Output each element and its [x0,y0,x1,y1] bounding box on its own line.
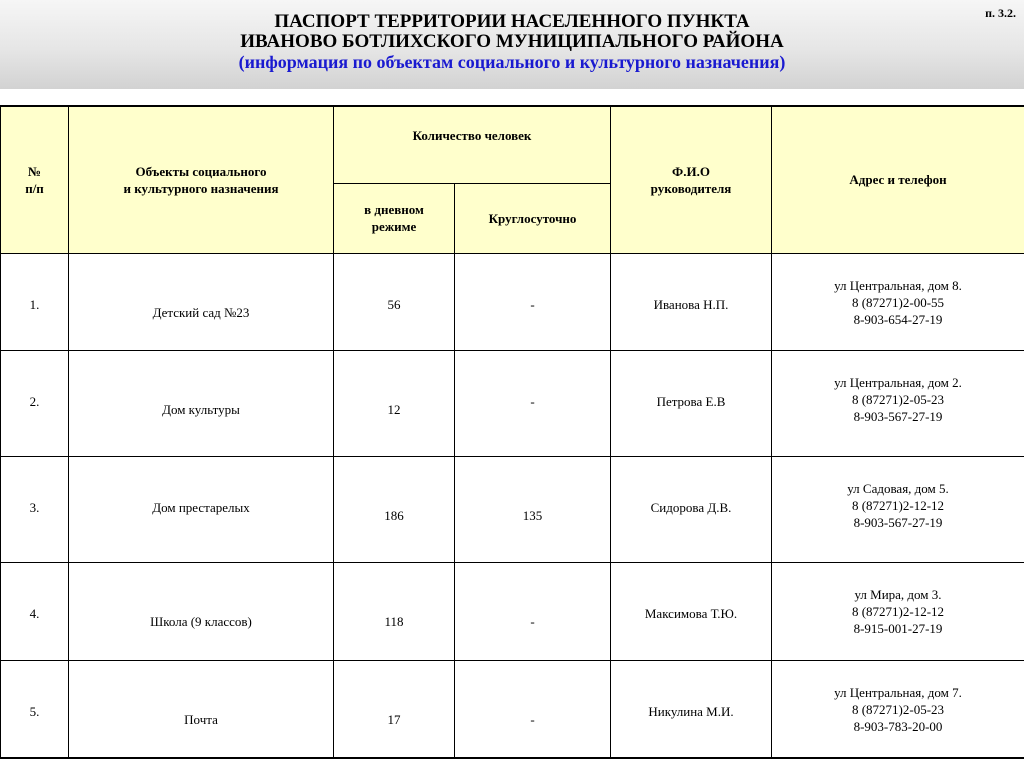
address-phone: 8 (87271)2-00-55 [851,294,945,310]
address-phone: 8 (87271)2-12-12 [851,497,945,513]
title-subtitle: (информация по объектам социального и культурного назначения) [238,52,786,72]
cell-num: 3. [1,456,69,562]
header-head-line2: руководителя [650,180,732,196]
header-day-line2: режиме [371,219,417,234]
cell-round: - [455,253,611,350]
table-row [1,253,1024,350]
cell-head: Иванова Н.П. [611,253,772,350]
header-num [1,106,69,253]
cell-day: 56 [334,253,455,350]
cell-day: 17 [334,660,455,758]
table-row [1,456,1024,562]
header-object-line2: и культурного назначения [123,180,279,196]
address-phone: 8 (87271)2-05-23 [851,391,945,407]
cell-num: 4. [1,562,69,660]
social-objects-table-wrap [0,105,1024,759]
address-phone: 8 (87271)2-12-12 [851,603,945,619]
cell-head: Сидорова Д.В. [611,456,772,562]
cell-num: 5. [1,660,69,758]
address-mobile: 8-903-567-27-19 [853,408,943,424]
table-row [1,350,1024,456]
cell-address [772,562,1024,660]
address-street: ул Центральная, дом 2. [834,374,962,390]
address-street: ул Мира, дом 3. [854,586,942,602]
cell-address [772,253,1024,350]
header-object [69,106,334,253]
cell-head: Петрова Е.В [611,350,772,456]
address-mobile: 8-903-567-27-19 [853,514,943,530]
cell-round: 135 [455,456,611,562]
header-num-line1: № [27,163,42,179]
address-street: ул Центральная, дом 7. [834,684,962,700]
title-line-2: ИВАНОВО БОТЛИХСКОГО МУНИЦИПАЛЬНОГО РАЙОНА [240,31,784,52]
table-row [1,562,1024,660]
address-street: ул Садовая, дом 5. [847,480,949,496]
cell-head: Максимова Т.Ю. [611,562,772,660]
header-address: Адрес и телефон [772,106,1024,253]
header-round-clock: Круглосуточно [455,183,611,253]
cell-object: Почта [69,660,334,758]
cell-day: 12 [334,350,455,456]
cell-object: Дом культуры [69,350,334,456]
address-phone: 8 (87271)2-05-23 [851,701,945,717]
slide-header [0,0,1024,89]
cell-day: 118 [334,562,455,660]
cell-head: Никулина М.И. [611,660,772,758]
header-day-mode [334,183,455,253]
cell-day: 186 [334,456,455,562]
header-head-line1: Ф.И.О [672,163,710,179]
address-mobile: 8-903-654-27-19 [853,311,943,327]
page-number: п. 3.2. [985,6,1016,20]
header-object-line1: Объекты социального [135,163,267,179]
title-line-1: ПАСПОРТ ТЕРРИТОРИИ НАСЕЛЕННОГО ПУНКТА [274,11,750,32]
cell-object: Школа (9 классов) [69,562,334,660]
header-head [611,106,772,253]
cell-address [772,660,1024,758]
address-street: ул Центральная, дом 8. [834,277,962,293]
cell-object: Дом престарелых [69,456,334,562]
cell-object: Детский сад №23 [69,253,334,350]
page-title [0,12,1024,72]
address-mobile: 8-903-783-20-00 [853,718,943,734]
cell-address [772,456,1024,562]
address-mobile: 8-915-001-27-19 [853,620,943,636]
table-row [1,660,1024,758]
header-people-count: Количество человек [334,106,611,183]
header-day-line1: в дневном [364,202,424,217]
cell-round: - [455,660,611,758]
cell-num: 2. [1,350,69,456]
cell-round: - [455,562,611,660]
cell-round: - [455,350,611,456]
cell-address [772,350,1024,456]
social-objects-table [0,105,1024,759]
header-num-line2: п/п [25,180,44,196]
cell-num: 1. [1,253,69,350]
